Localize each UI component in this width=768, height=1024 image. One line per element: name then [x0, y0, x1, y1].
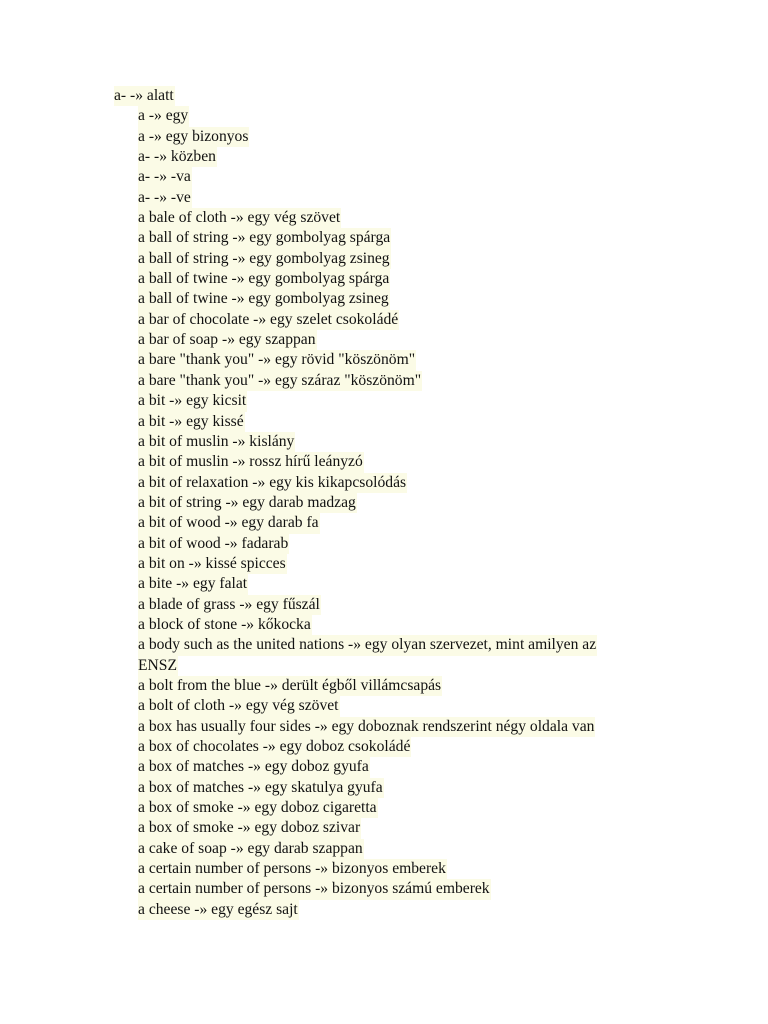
dictionary-entry — [0, 167, 768, 187]
entry-text: a bit of wood -» egy darab fa — [138, 513, 320, 533]
entry-text: a bit of string -» egy darab madzag — [138, 493, 357, 513]
dictionary-entry — [0, 879, 768, 899]
entry-text: a ball of twine -» egy gombolyag zsineg — [138, 289, 390, 309]
entry-text: a bit of muslin -» rossz hírű leányzó — [138, 452, 364, 472]
entry-text: a box of chocolates -» egy doboz csokoládé — [138, 737, 411, 757]
dictionary-entry — [0, 432, 768, 452]
dictionary-entry — [0, 228, 768, 248]
dictionary-entry — [0, 289, 768, 309]
dictionary-entry — [0, 615, 768, 635]
dictionary-entry — [0, 188, 768, 208]
dictionary-entry — [0, 106, 768, 126]
dictionary-entry — [0, 635, 768, 655]
dictionary-entry — [0, 574, 768, 594]
dictionary-entry — [0, 249, 768, 269]
dictionary-entry — [0, 839, 768, 859]
dictionary-entry — [0, 737, 768, 757]
entry-text: a ball of twine -» egy gombolyag spárga — [138, 269, 390, 289]
entry-text: a bolt from the blue -» derült égből villámcsapás — [138, 676, 442, 696]
dictionary-entry — [0, 818, 768, 838]
entry-text: a- -» -va — [138, 167, 192, 187]
dictionary-entry — [0, 778, 768, 798]
entry-text: a body such as the united nations -» egy olyan szervezet, mint amilyen az — [138, 635, 597, 655]
entry-text: a box of matches -» egy doboz gyufa — [138, 757, 370, 777]
entry-text: a cake of soap -» egy darab szappan — [138, 839, 364, 859]
dictionary-entry — [0, 371, 768, 391]
dictionary-entry — [0, 676, 768, 696]
entry-text: a bare "thank you" -» egy rövid "köszönöm" — [138, 350, 416, 370]
dictionary-entry — [0, 452, 768, 472]
dictionary-entry — [0, 493, 768, 513]
entry-text: a bale of cloth -» egy vég szövet — [138, 208, 341, 228]
dictionary-entry — [0, 757, 768, 777]
entry-text: a- -» alatt — [114, 86, 175, 106]
entry-text: a ball of string -» egy gombolyag spárga — [138, 228, 391, 248]
entry-text: a- -» közben — [138, 147, 217, 167]
entry-text: a bit of relaxation -» egy kis kikapcsolódás — [138, 473, 407, 493]
entry-text: a bit of muslin -» kislány — [138, 432, 295, 452]
dictionary-entry — [0, 127, 768, 147]
entry-text: a bit of wood -» fadarab — [138, 534, 289, 554]
entry-text: a certain number of persons -» bizonyos számú emberek — [138, 879, 491, 899]
dictionary-entry — [0, 86, 768, 106]
entry-text: a certain number of persons -» bizonyos emberek — [138, 859, 447, 879]
dictionary-entry — [0, 330, 768, 350]
entry-text: a -» egy — [138, 106, 189, 126]
entry-text: a box of matches -» egy skatulya gyufa — [138, 778, 384, 798]
dictionary-entry — [0, 147, 768, 167]
entry-text: a bolt of cloth -» egy vég szövet — [138, 696, 340, 716]
dictionary-entry — [0, 595, 768, 615]
entry-text: a blade of grass -» egy fűszál — [138, 595, 321, 615]
dictionary-entry — [0, 696, 768, 716]
dictionary-entry — [0, 554, 768, 574]
dictionary-entry — [0, 534, 768, 554]
entry-text: a cheese -» egy egész sajt — [138, 900, 299, 920]
dictionary-entry — [0, 473, 768, 493]
entry-text: a bit -» egy kissé — [138, 412, 245, 432]
dictionary-entry — [0, 269, 768, 289]
entry-text: a bite -» egy falat — [138, 574, 248, 594]
entry-text: a bar of chocolate -» egy szelet csokoládé — [138, 310, 399, 330]
dictionary-entry-continuation — [0, 656, 768, 676]
dictionary-entry — [0, 412, 768, 432]
entry-text: a bar of soap -» egy szappan — [138, 330, 317, 350]
entry-text: a box has usually four sides -» egy doboznak rendszerint négy oldala van — [138, 717, 595, 737]
dictionary-entry — [0, 391, 768, 411]
dictionary-entry — [0, 717, 768, 737]
dictionary-entry — [0, 859, 768, 879]
dictionary-entry — [0, 513, 768, 533]
entry-text: a bit -» egy kicsit — [138, 391, 247, 411]
entry-text: a box of smoke -» egy doboz cigaretta — [138, 798, 378, 818]
entry-text: a- -» -ve — [138, 188, 192, 208]
entry-text: a ball of string -» egy gombolyag zsineg — [138, 249, 391, 269]
dictionary-entry — [0, 798, 768, 818]
dictionary-entry — [0, 350, 768, 370]
entry-text: ENSZ — [138, 656, 178, 676]
dictionary-entry — [0, 900, 768, 920]
dictionary-entry — [0, 208, 768, 228]
entry-text: a block of stone -» kőkocka — [138, 615, 312, 635]
entry-text: a bare "thank you" -» egy száraz "köszönöm" — [138, 371, 422, 391]
dictionary-entry-list — [0, 86, 768, 920]
entry-text: a box of smoke -» egy doboz szivar — [138, 818, 361, 838]
entry-text: a -» egy bizonyos — [138, 127, 249, 147]
dictionary-entry — [0, 310, 768, 330]
entry-text: a bit on -» kissé spicces — [138, 554, 287, 574]
